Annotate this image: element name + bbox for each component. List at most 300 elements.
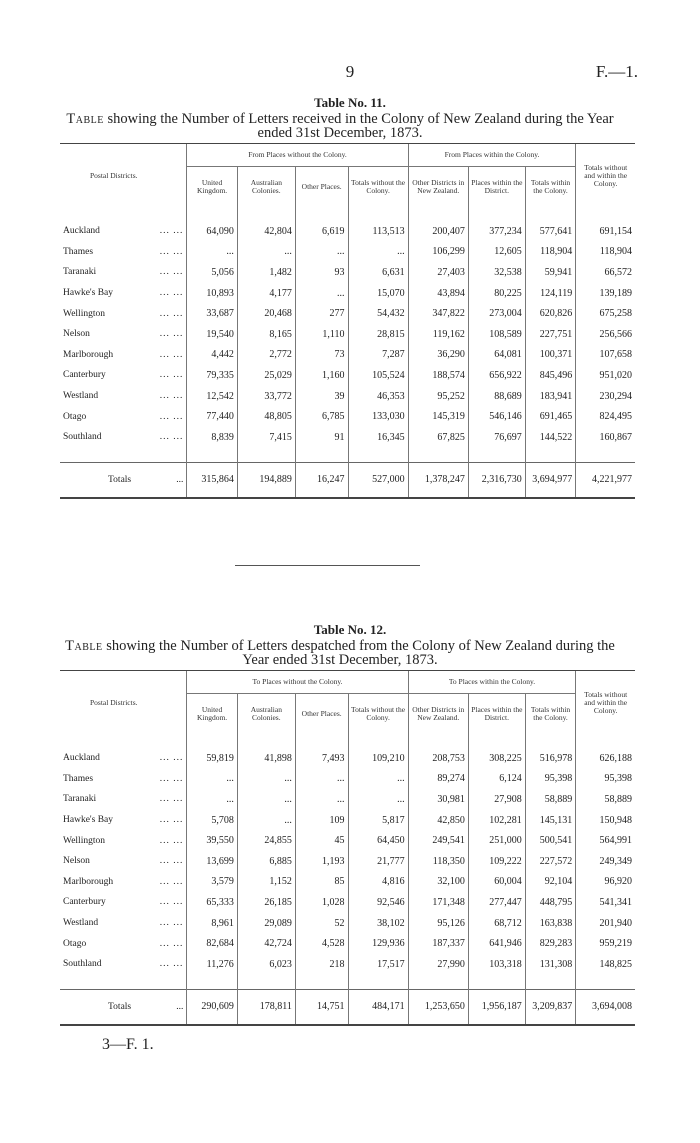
value-cell: 64,090 xyxy=(187,221,238,242)
leader-dots: ... ... xyxy=(159,856,184,867)
district-cell xyxy=(60,242,187,263)
footer-signature: 3—F. 1. xyxy=(102,1036,154,1053)
value-cell: 1,110 xyxy=(295,324,348,345)
column-header-other-places: Other Places. xyxy=(295,694,348,735)
value-cell: 64,081 xyxy=(468,345,525,366)
district-cell xyxy=(60,345,187,366)
table-row xyxy=(60,303,635,324)
value-cell: 109 xyxy=(295,810,348,831)
value-cell: ... xyxy=(295,283,348,304)
value-cell: 6,124 xyxy=(468,769,525,790)
value-cell: 54,432 xyxy=(348,303,408,324)
value-cell: 377,234 xyxy=(468,221,525,242)
value-cell: 347,822 xyxy=(408,303,468,324)
value-cell: ... xyxy=(187,242,238,263)
value-cell: 200,407 xyxy=(408,221,468,242)
value-cell: 218 xyxy=(295,954,348,975)
value-cell: 12,605 xyxy=(468,242,525,263)
column-group-from-within: From Places within the Colony. xyxy=(408,144,576,167)
column-group-from-without: From Places without the Colony. xyxy=(187,144,408,167)
district-cell xyxy=(60,283,187,304)
leader-dots: ... xyxy=(176,474,184,485)
value-cell: 1,193 xyxy=(295,851,348,872)
column-header-totals-within: Totals within the Colony. xyxy=(525,167,576,208)
leader-dots: ... ... xyxy=(159,876,184,887)
value-cell: 30,981 xyxy=(408,789,468,810)
value-cell: 21,777 xyxy=(348,851,408,872)
column-header-other-districts-nz: Other Districts in New Zealand. xyxy=(408,694,468,735)
value-cell: 148,825 xyxy=(576,954,635,975)
value-cell: 42,804 xyxy=(237,221,295,242)
table-row xyxy=(60,954,635,975)
table-row xyxy=(60,386,635,407)
leader-dots: ... ... xyxy=(159,794,184,805)
table-row xyxy=(60,769,635,790)
value-cell: 91 xyxy=(295,427,348,448)
table-11-number: Table No. 11. xyxy=(314,95,386,110)
district-name: Wellington xyxy=(63,308,105,319)
table-12-caption-lead: Table xyxy=(65,638,103,654)
value-cell: 641,946 xyxy=(468,933,525,954)
table-row xyxy=(60,283,635,304)
value-cell: 113,513 xyxy=(348,221,408,242)
total-value-cell: 1,956,187 xyxy=(468,989,525,1025)
leader-dots: ... ... xyxy=(159,267,184,278)
value-cell: 6,785 xyxy=(295,406,348,427)
table-row xyxy=(60,748,635,769)
value-cell: 38,102 xyxy=(348,913,408,934)
value-cell: 227,751 xyxy=(525,324,576,345)
total-value-cell: 3,209,837 xyxy=(525,989,576,1025)
value-cell: 251,000 xyxy=(468,830,525,851)
value-cell: 32,538 xyxy=(468,262,525,283)
value-cell: 124,119 xyxy=(525,283,576,304)
value-cell: 691,154 xyxy=(576,221,635,242)
value-cell: 5,056 xyxy=(187,262,238,283)
value-cell: 76,697 xyxy=(468,427,525,448)
total-value-cell: 194,889 xyxy=(237,462,295,498)
value-cell: 20,468 xyxy=(237,303,295,324)
district-cell xyxy=(60,221,187,242)
value-cell: 41,898 xyxy=(237,748,295,769)
value-cell: 109,210 xyxy=(348,748,408,769)
value-cell: 824,495 xyxy=(576,406,635,427)
value-cell: 171,348 xyxy=(408,892,468,913)
district-cell xyxy=(60,892,187,913)
value-cell: 102,281 xyxy=(468,810,525,831)
total-value-cell: 2,316,730 xyxy=(468,462,525,498)
value-cell: 277,447 xyxy=(468,892,525,913)
column-header-united-kingdom: United Kingdom. xyxy=(187,167,238,208)
district-name: Nelson xyxy=(63,329,90,340)
document-reference: F.—1. xyxy=(595,62,638,81)
district-name: Auckland xyxy=(63,226,100,237)
table-row xyxy=(60,406,635,427)
value-cell: 59,941 xyxy=(525,262,576,283)
value-cell: 8,839 xyxy=(187,427,238,448)
value-cell: 13,699 xyxy=(187,851,238,872)
value-cell: 118,904 xyxy=(525,242,576,263)
district-cell xyxy=(60,303,187,324)
value-cell: 105,524 xyxy=(348,365,408,386)
column-header-australian-colonies: Australian Colonies. xyxy=(237,694,295,735)
district-name: Westland xyxy=(63,391,99,402)
district-cell xyxy=(60,406,187,427)
value-cell: 106,299 xyxy=(408,242,468,263)
value-cell: 163,838 xyxy=(525,913,576,934)
value-cell: 516,978 xyxy=(525,748,576,769)
value-cell: 15,070 xyxy=(348,283,408,304)
value-cell: 24,855 xyxy=(237,830,295,851)
value-cell: 6,619 xyxy=(295,221,348,242)
table-12-caption-text: showing the Number of Letters despatched from the Colony of New Zealand during the Year ended 31st December, 1873. xyxy=(102,638,615,668)
table-11 xyxy=(60,143,635,499)
value-cell: 145,319 xyxy=(408,406,468,427)
leader-dots: ... ... xyxy=(159,959,184,970)
value-cell: 28,815 xyxy=(348,324,408,345)
value-cell: 564,991 xyxy=(576,830,635,851)
value-cell: 577,641 xyxy=(525,221,576,242)
table-row xyxy=(60,242,635,263)
value-cell: 144,522 xyxy=(525,427,576,448)
leader-dots: ... ... xyxy=(159,246,184,257)
value-cell: 541,341 xyxy=(576,892,635,913)
column-header-other-districts-nz: Other Districts in New Zealand. xyxy=(408,167,468,208)
value-cell: 308,225 xyxy=(468,748,525,769)
value-cell: 52 xyxy=(295,913,348,934)
value-cell: 59,819 xyxy=(187,748,238,769)
district-cell xyxy=(60,427,187,448)
value-cell: 89,274 xyxy=(408,769,468,790)
value-cell: 11,276 xyxy=(187,954,238,975)
value-cell: 145,131 xyxy=(525,810,576,831)
value-cell: ... xyxy=(237,810,295,831)
value-cell: 6,631 xyxy=(348,262,408,283)
district-name: Taranaki xyxy=(63,794,97,805)
value-cell: 249,349 xyxy=(576,851,635,872)
value-cell: 188,574 xyxy=(408,365,468,386)
value-cell: 131,308 xyxy=(525,954,576,975)
table-row xyxy=(60,830,635,851)
leader-dots: ... ... xyxy=(159,897,184,908)
totals-label: Totals xyxy=(108,474,132,485)
value-cell: 39 xyxy=(295,386,348,407)
value-cell: 829,283 xyxy=(525,933,576,954)
value-cell: 675,258 xyxy=(576,303,635,324)
value-cell: 133,030 xyxy=(348,406,408,427)
value-cell: 256,566 xyxy=(576,324,635,345)
value-cell: ... xyxy=(187,789,238,810)
column-header-australian-colonies: Australian Colonies. xyxy=(237,167,295,208)
leader-dots: ... ... xyxy=(159,815,184,826)
column-group-to-without: To Places without the Colony. xyxy=(187,671,408,694)
district-cell xyxy=(60,913,187,934)
table-11-caption xyxy=(60,112,620,140)
value-cell: 92,546 xyxy=(348,892,408,913)
district-cell xyxy=(60,954,187,975)
value-cell: 4,442 xyxy=(187,345,238,366)
value-cell: 273,004 xyxy=(468,303,525,324)
leader-dots: ... ... xyxy=(159,753,184,764)
value-cell: 27,403 xyxy=(408,262,468,283)
value-cell: 7,493 xyxy=(295,748,348,769)
leader-dots: ... ... xyxy=(159,835,184,846)
value-cell: 201,940 xyxy=(576,913,635,934)
district-name: Nelson xyxy=(63,856,90,867)
value-cell: 93 xyxy=(295,262,348,283)
table-row xyxy=(60,872,635,893)
table-11-caption-lead: Table xyxy=(66,111,104,127)
value-cell: 183,941 xyxy=(525,386,576,407)
page-number: 9 xyxy=(345,62,355,81)
column-header-postal-districts: Postal Districts. xyxy=(60,671,187,735)
value-cell: 58,889 xyxy=(525,789,576,810)
value-cell: ... xyxy=(295,242,348,263)
value-cell: 6,885 xyxy=(237,851,295,872)
value-cell: 249,541 xyxy=(408,830,468,851)
total-value-cell: 3,694,977 xyxy=(525,462,576,498)
value-cell: 139,189 xyxy=(576,283,635,304)
value-cell: 546,146 xyxy=(468,406,525,427)
value-cell: 107,658 xyxy=(576,345,635,366)
value-cell: 7,287 xyxy=(348,345,408,366)
leader-dots: ... ... xyxy=(159,918,184,929)
value-cell: 1,482 xyxy=(237,262,295,283)
value-cell: ... xyxy=(348,789,408,810)
table-row xyxy=(60,913,635,934)
table-row xyxy=(60,851,635,872)
value-cell: 6,023 xyxy=(237,954,295,975)
value-cell: 36,290 xyxy=(408,345,468,366)
value-cell: 58,889 xyxy=(576,789,635,810)
value-cell: 33,772 xyxy=(237,386,295,407)
district-cell xyxy=(60,851,187,872)
district-cell xyxy=(60,769,187,790)
value-cell: 12,542 xyxy=(187,386,238,407)
value-cell: 65,333 xyxy=(187,892,238,913)
district-name: Southland xyxy=(63,432,102,443)
value-cell: 448,795 xyxy=(525,892,576,913)
value-cell: ... xyxy=(295,769,348,790)
value-cell: 1,028 xyxy=(295,892,348,913)
value-cell: 67,825 xyxy=(408,427,468,448)
table-row xyxy=(60,221,635,242)
value-cell: 32,100 xyxy=(408,872,468,893)
totals-label-cell xyxy=(60,462,187,498)
district-cell xyxy=(60,324,187,345)
leader-dots: ... ... xyxy=(159,773,184,784)
district-name: Hawke's Bay xyxy=(63,815,113,826)
district-cell xyxy=(60,365,187,386)
total-value-cell: 3,694,008 xyxy=(576,989,635,1025)
table-row xyxy=(60,427,635,448)
value-cell: 27,908 xyxy=(468,789,525,810)
value-cell: 118,904 xyxy=(576,242,635,263)
leader-dots: ... ... xyxy=(159,432,184,443)
value-cell: 5,817 xyxy=(348,810,408,831)
value-cell: 85 xyxy=(295,872,348,893)
value-cell: ... xyxy=(237,242,295,263)
value-cell: 25,029 xyxy=(237,365,295,386)
table-row xyxy=(60,789,635,810)
totals-label-cell xyxy=(60,989,187,1025)
leader-dots: ... ... xyxy=(159,411,184,422)
leader-dots: ... ... xyxy=(159,349,184,360)
value-cell: 277 xyxy=(295,303,348,324)
value-cell: 19,540 xyxy=(187,324,238,345)
district-name: Otago xyxy=(63,938,87,949)
column-header-postal-districts: Postal Districts. xyxy=(60,144,187,208)
table-row xyxy=(60,892,635,913)
value-cell: 4,816 xyxy=(348,872,408,893)
district-cell xyxy=(60,810,187,831)
value-cell: 82,684 xyxy=(187,933,238,954)
value-cell: ... xyxy=(348,769,408,790)
total-value-cell: 1,378,247 xyxy=(408,462,468,498)
value-cell: 103,318 xyxy=(468,954,525,975)
value-cell: 2,772 xyxy=(237,345,295,366)
column-header-totals-without: Totals without the Colony. xyxy=(348,167,408,208)
value-cell: 951,020 xyxy=(576,365,635,386)
district-name: Southland xyxy=(63,959,102,970)
value-cell: 33,687 xyxy=(187,303,238,324)
column-header-totals-within: Totals within the Colony. xyxy=(525,694,576,735)
value-cell: 16,345 xyxy=(348,427,408,448)
value-cell: 118,350 xyxy=(408,851,468,872)
total-value-cell: 484,171 xyxy=(348,989,408,1025)
total-value-cell: 1,253,650 xyxy=(408,989,468,1025)
leader-dots: ... ... xyxy=(159,308,184,319)
value-cell: 1,160 xyxy=(295,365,348,386)
total-value-cell: 16,247 xyxy=(295,462,348,498)
column-header-places-within-district: Places within the District. xyxy=(468,694,525,735)
table-row xyxy=(60,345,635,366)
value-cell: 45 xyxy=(295,830,348,851)
value-cell: 73 xyxy=(295,345,348,366)
column-header-other-places: Other Places. xyxy=(295,167,348,208)
totals-row xyxy=(60,462,635,498)
value-cell: 43,894 xyxy=(408,283,468,304)
totals-label: Totals xyxy=(108,1001,132,1012)
district-cell xyxy=(60,748,187,769)
value-cell: 3,579 xyxy=(187,872,238,893)
column-group-to-within: To Places within the Colony. xyxy=(408,671,576,694)
district-name: Canterbury xyxy=(63,897,106,908)
value-cell: 845,496 xyxy=(525,365,576,386)
district-name: Taranaki xyxy=(63,267,97,278)
district-name: Otago xyxy=(63,411,87,422)
total-value-cell: 4,221,977 xyxy=(576,462,635,498)
value-cell: 48,805 xyxy=(237,406,295,427)
leader-dots: ... ... xyxy=(159,938,184,949)
value-cell: 691,465 xyxy=(525,406,576,427)
district-name: Marlborough xyxy=(63,349,114,360)
table-11-caption-text: showing the Number of Letters received in the Colony of New Zealand during the Year ended 31st December, 1873. xyxy=(103,111,614,141)
value-cell: ... xyxy=(295,789,348,810)
value-cell: 227,572 xyxy=(525,851,576,872)
value-cell: 7,415 xyxy=(237,427,295,448)
value-cell: 150,948 xyxy=(576,810,635,831)
column-header-grand-totals: Totals without and within the Colony. xyxy=(576,144,635,208)
value-cell: 5,708 xyxy=(187,810,238,831)
leader-dots: ... ... xyxy=(159,370,184,381)
district-cell xyxy=(60,933,187,954)
table-12-number: Table No. 12. xyxy=(313,622,387,637)
column-header-totals-without: Totals without the Colony. xyxy=(348,694,408,735)
value-cell: 95,252 xyxy=(408,386,468,407)
value-cell: 187,337 xyxy=(408,933,468,954)
value-cell: 96,920 xyxy=(576,872,635,893)
value-cell: 95,398 xyxy=(576,769,635,790)
value-cell: 77,440 xyxy=(187,406,238,427)
district-name: Wellington xyxy=(63,835,105,846)
district-cell xyxy=(60,830,187,851)
value-cell: 79,335 xyxy=(187,365,238,386)
district-name: Marlborough xyxy=(63,876,114,887)
value-cell: 95,126 xyxy=(408,913,468,934)
value-cell: 66,572 xyxy=(576,262,635,283)
value-cell: 208,753 xyxy=(408,748,468,769)
value-cell: 109,222 xyxy=(468,851,525,872)
value-cell: 4,177 xyxy=(237,283,295,304)
district-name: Hawke's Bay xyxy=(63,288,113,299)
value-cell: ... xyxy=(348,242,408,263)
leader-dots: ... ... xyxy=(159,226,184,237)
table-row xyxy=(60,810,635,831)
value-cell: 100,371 xyxy=(525,345,576,366)
value-cell: 8,961 xyxy=(187,913,238,934)
value-cell: 959,219 xyxy=(576,933,635,954)
leader-dots: ... ... xyxy=(159,391,184,402)
value-cell: 626,188 xyxy=(576,748,635,769)
value-cell: 10,893 xyxy=(187,283,238,304)
table-12-caption xyxy=(60,639,620,667)
value-cell: 27,990 xyxy=(408,954,468,975)
total-value-cell: 178,811 xyxy=(237,989,295,1025)
value-cell: 64,450 xyxy=(348,830,408,851)
value-cell: 17,517 xyxy=(348,954,408,975)
value-cell: 4,528 xyxy=(295,933,348,954)
value-cell: 68,712 xyxy=(468,913,525,934)
value-cell: 160,867 xyxy=(576,427,635,448)
value-cell: 119,162 xyxy=(408,324,468,345)
district-cell xyxy=(60,386,187,407)
district-name: Auckland xyxy=(63,753,100,764)
total-value-cell: 527,000 xyxy=(348,462,408,498)
value-cell: 95,398 xyxy=(525,769,576,790)
district-cell xyxy=(60,872,187,893)
value-cell: 88,689 xyxy=(468,386,525,407)
value-cell: 500,541 xyxy=(525,830,576,851)
column-header-places-within-district: Places within the District. xyxy=(468,167,525,208)
section-divider xyxy=(235,565,420,566)
value-cell: ... xyxy=(237,789,295,810)
leader-dots: ... xyxy=(176,1001,184,1012)
district-cell xyxy=(60,789,187,810)
value-cell: 8,165 xyxy=(237,324,295,345)
totals-row xyxy=(60,989,635,1025)
table-row xyxy=(60,365,635,386)
district-cell xyxy=(60,262,187,283)
value-cell: 230,294 xyxy=(576,386,635,407)
value-cell: 42,724 xyxy=(237,933,295,954)
value-cell: 656,922 xyxy=(468,365,525,386)
table-row xyxy=(60,262,635,283)
total-value-cell: 290,609 xyxy=(187,989,238,1025)
table-row xyxy=(60,933,635,954)
value-cell: 1,152 xyxy=(237,872,295,893)
table-12 xyxy=(60,670,635,1026)
